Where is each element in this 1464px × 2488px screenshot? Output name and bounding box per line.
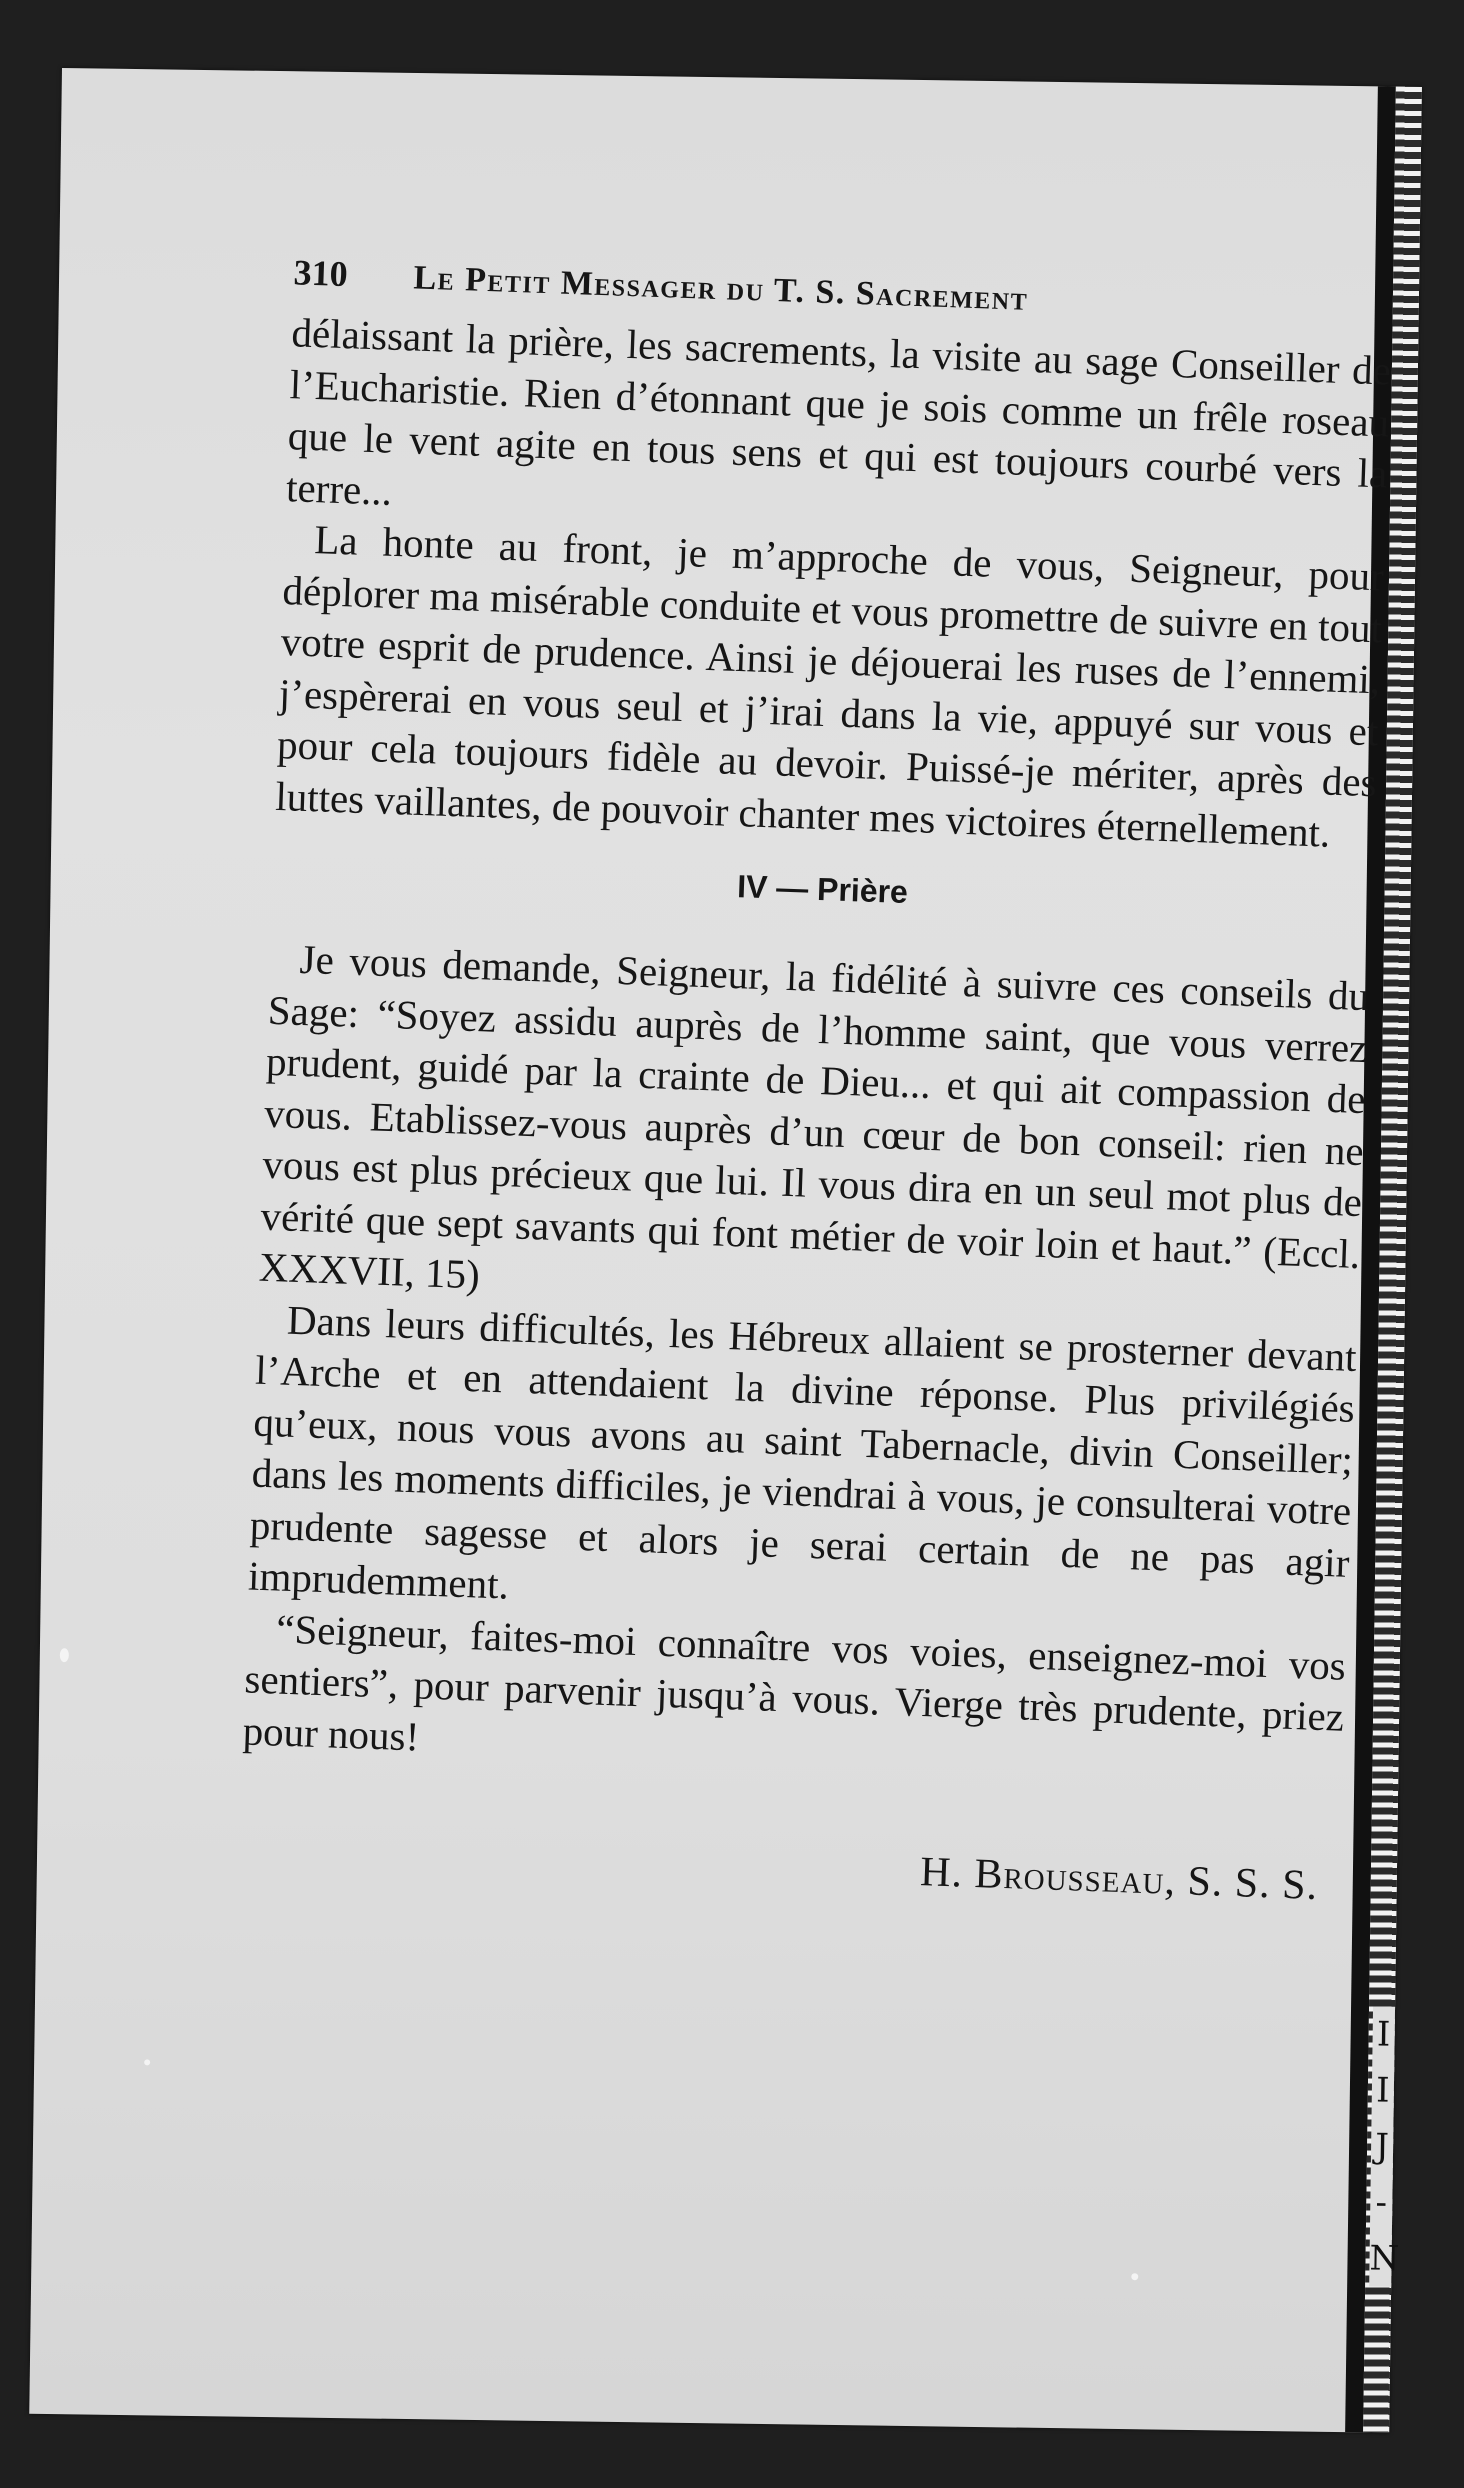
paragraph: La honte au front, je m’approche de vous, Seigneur, pour déplorer ma misérable conduite et vous promettre de suivre en tout votre esprit de prudence. Ainsi je déjouerai les ruses de l’ennemi, j’espèrerai en vous seul et j’irai dans la vie, appuyé sur vous et pour cela toujours fidèle au devoir. Puissé-je mériter, après des luttes vaillantes, de pouvoir chanter mes victoires éternellement. (274, 516, 1385, 856)
author-signature: H. Brousseau, S. S. S. (919, 1849, 1319, 1909)
page-number: 310 (293, 252, 349, 295)
page-content (238, 251, 1394, 1910)
next-page-letter: I (1376, 2014, 1391, 2055)
paragraph: “Seigneur, faites-moi connaître vos voies, enseignez-moi vos sentiers”, pour parvenir jusqu’à vous. Vierge très prudente, priez pour nous! (242, 1604, 1347, 1760)
next-page-letter: J (1374, 2126, 1390, 2167)
paragraph: Je vous demande, Seigneur, la fidélité à suivre ces conseils du Sage: “Soyez assidu auprès de l’homme saint, que vous verrez prudent, guidé par la crainte de Dieu... et qui ait compassion de vous. Etablissez-vous auprès d’un cœur de bon conseil: rien ne vous est plus précieux que lui. Il vous dira en un seul mot plus de vérité que sept savants qui font métier de voir loin et haut.” (Eccl. XXXVII, 15) (258, 935, 1370, 1298)
next-page-letter: - (1375, 2182, 1388, 2223)
next-page-letter: N (1369, 2238, 1400, 2279)
paragraph: Dans leurs difficultés, les Hébreux allaient se prosterner devant l’Arche et en attendaient la divine réponse. Plus privilégiés qu’eux, nous vous avons au saint Tabernacle, divin Conseiller; dans les moments difficiles, je viendrai à vous, je consulterai votre prudente sagesse et alors je serai certain de ne pas agir imprudemment. (247, 1296, 1358, 1608)
paper-speck (60, 1648, 69, 1662)
paper-speck (144, 2059, 150, 2065)
paper-speck (1131, 2273, 1138, 2280)
next-page-letter: I (1375, 2070, 1390, 2111)
section-title: IV — Prière (736, 868, 909, 911)
next-page-fragment (1369, 2006, 1400, 2286)
paragraph: délaissant la prière, les sacrements, la visite au sage Conseiller de l’Eucharistie. Rien d’étonnant que je sois comme un frêle roseau que le vent agite en tous sens et qui est toujours courbé vers la terre... (285, 309, 1392, 514)
running-title: Le Petit Messager du T. S. Sacrement (412, 259, 1029, 318)
book-page (29, 68, 1422, 2433)
